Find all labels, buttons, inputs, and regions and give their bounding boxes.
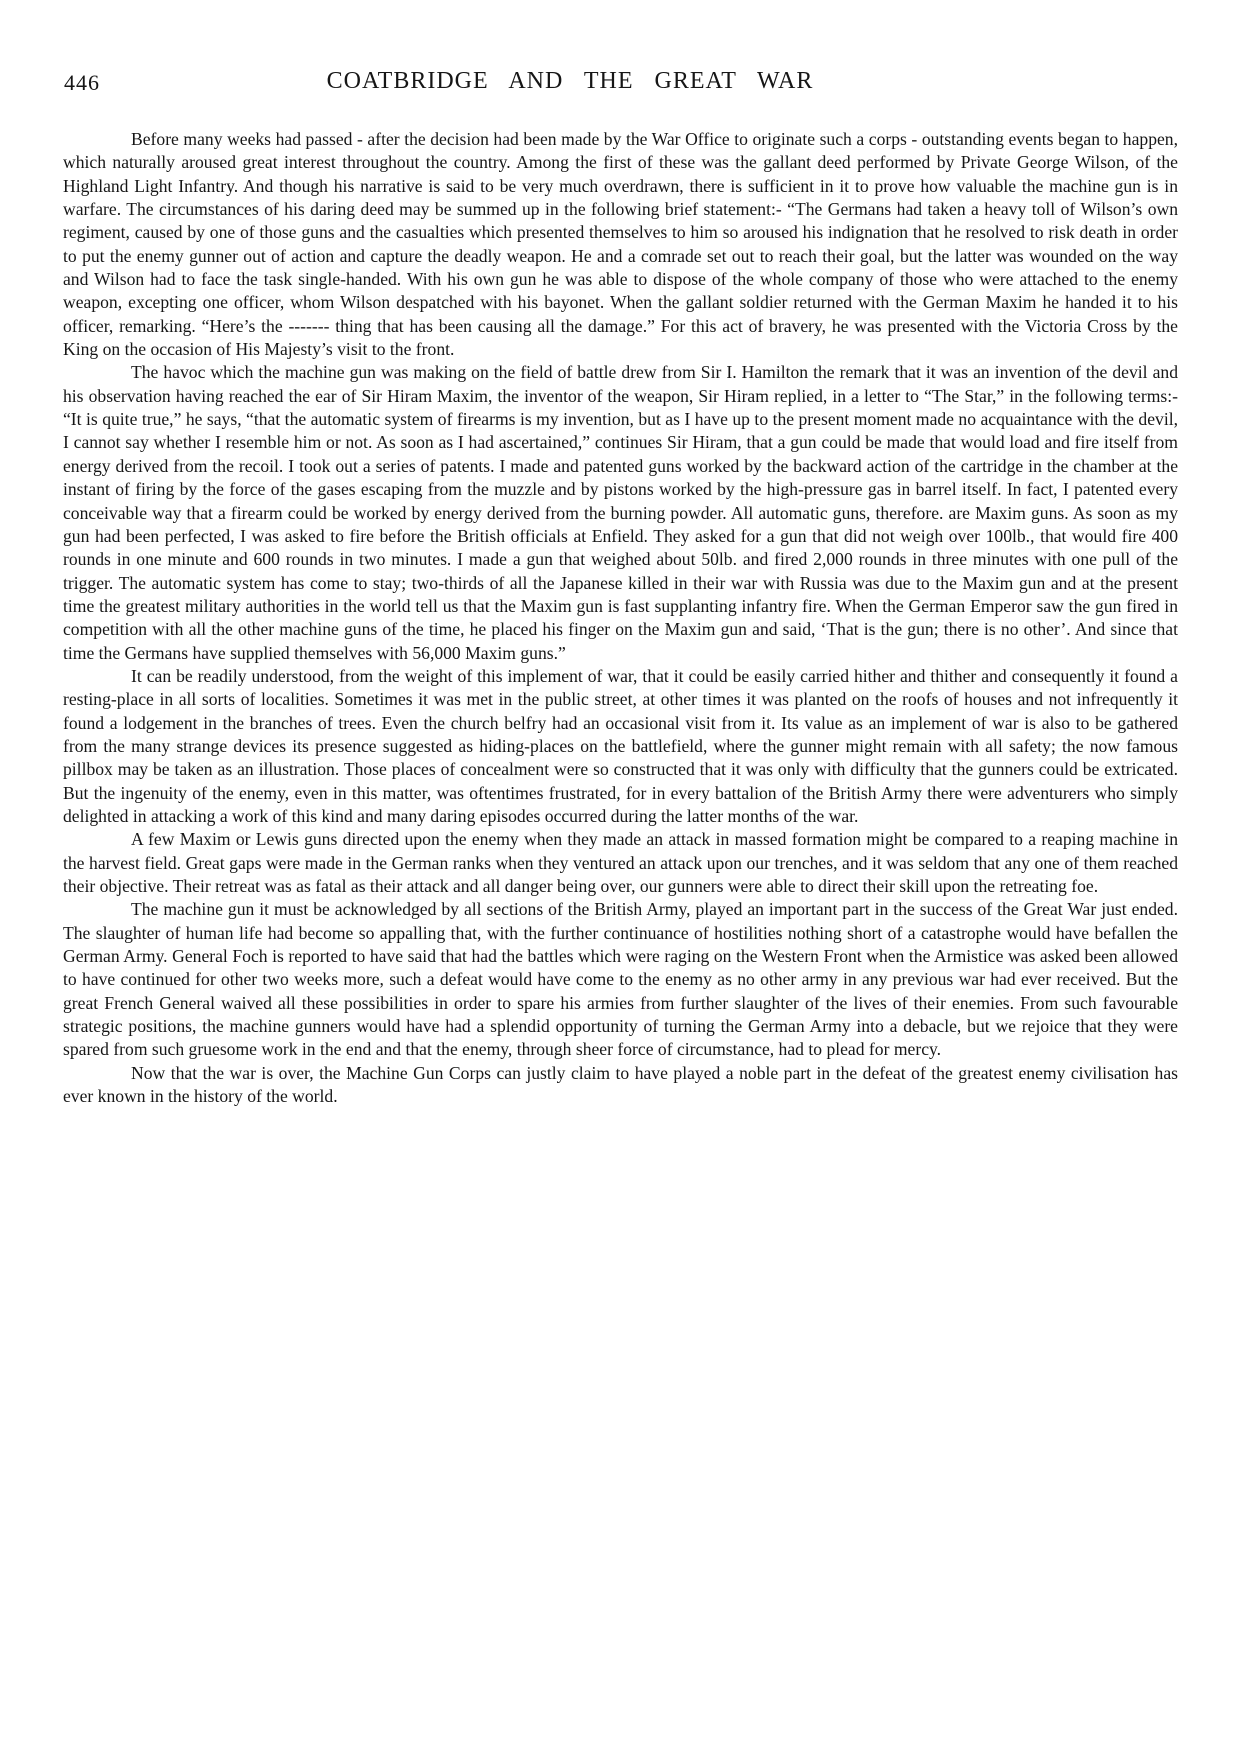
paragraph-4: A few Maxim or Lewis guns directed upon the enemy when they made an attack in massed formation might be compared to a reaping machine in the harvest field. Great gaps were made in the German ranks when they ventured an attack upon our trenches, and it was seldom that any one of them reached their objective. Their retreat was as fatal as their attack and all danger being over, our gunners were able to direct their skill upon the retreating foe. bbox=[63, 829, 1178, 896]
paragraph-3: It can be readily understood, from the weight of this implement of war, that it could be easily carried hither and thither and consequently it found a resting-place in all sorts of localities. Sometimes it was met in the public street, at other times it was planted on the roofs of houses and not infrequently it found a lodgement in the branches of trees. Even the church belfry had an occasional visit from it. Its value as an implement of war is also to be gathered from the many strange devices its presence suggested as hiding-places on the battlefield, where the gunner might remain with all safety; the now famous pillbox may be taken as an illustration. Those places of concealment were so constructed that it was only with difficulty that the gunners could be extricated. But the ingenuity of the enemy, even in this matter, was oftentimes frustrated, for in every battalion of the British Army there were adventurers who simply delighted in attacking a work of this kind and many daring episodes occurred during the latter months of the war. bbox=[63, 665, 1178, 826]
page-title: COATBRIDGE AND THE GREAT WAR bbox=[326, 68, 814, 94]
page-header bbox=[0, 0, 1240, 106]
page-number: 446 bbox=[64, 70, 100, 95]
paragraph-1: Before many weeks had passed - after the decision had been made by the War Office to originate such a corps - outstanding events began to happen, which naturally aroused great interest throughout the country. Among the first of these was the gallant deed performed by Private George Wilson, of the Highland Light Infantry. And though his narrative is said to be very much overdrawn, there is sufficient in it to prove how valuable the machine gun is in warfare. The circumstances of his daring deed may be summed up in the following brief statement:- “The Germans had taken a heavy toll of Wilson’s own regiment, caused by one of those guns and the casualties which presented themselves to him so aroused his indignation that he resolved to risk death in order to put the enemy gunner out of action and capture the deadly weapon. He and a comrade set out to reach their goal, but the latter was wounded on the way and Wilson had to face the task single-handed. With his own gun he was able to dispose of the whole company of those who were attached to the enemy weapon, excepting one officer, whom Wilson despatched with his bayonet. When the gallant soldier returned with the German Maxim he handed it to his officer, remarking. “Here’s the ------- thing that has been causing all the damage.” For this act of bravery, he was presented with the Victoria Cross by the King on the occasion of His Majesty’s visit to the front. bbox=[63, 129, 1178, 360]
paragraph-6: Now that the war is over, the Machine Gun Corps can justly claim to have played a noble part in the defeat of the greatest enemy civilisation has ever known in the history of the world. bbox=[63, 1062, 1178, 1107]
paragraph-5: The machine gun it must be acknowledged by all sections of the British Army, played an important part in the success of the Great War just ended. The slaughter of human life had become so appalling that, with the further continuance of hostilities nothing short of a catastrophe would have befallen the German Army. General Foch is reported to have said that had the battles which were raging on the Western Front when the Armistice was asked been allowed to have continued for other two weeks more, such a defeat would have come to the enemy as no other army in any previous war had ever received. But the great French General waived all these possibilities in order to spare his armies from further slaughter of the lives of their enemies. From such favourable strategic positions, the machine gunners would have had a splendid opportunity of turning the German Army into a debacle, but we rejoice that they were spared from such gruesome work in the end and that the enemy, through sheer force of circumstance, had to plead for mercy. bbox=[63, 899, 1178, 1060]
paragraph-2: The havoc which the machine gun was making on the field of battle drew from Sir I. Hamilton the remark that it was an invention of the devil and his observation having reached the ear of Sir Hiram Maxim, the inventor of the weapon, Sir Hiram replied, in a letter to “The Star,” in the following terms:- “It is quite true,” he says, “that the automatic system of firearms is my invention, but as I have up to the present moment made no acquaintance with the devil, I cannot say whether I resemble him or not. As soon as I had ascertained,” continues Sir Hiram, that a gun could be made that would load and fire itself from energy derived from the recoil. I took out a series of patents. I made and patented guns worked by the backward action of the cartridge in the chamber at the instant of firing by the force of the gases escaping from the muzzle and by pistons worked by the high-pressure gas in barrel itself. In fact, I patented every conceivable way that a firearm could be worked by energy derived from the burning powder. All automatic guns, therefore. are Maxim guns. As soon as my gun had been perfected, I was asked to fire before the British officials at Enfield. They asked for a gun that did not weigh over 100lb., that would fire 400 rounds in one minute and 600 rounds in two minutes. I made a gun that weighed about 50lb. and fired 2,000 rounds in three minutes with one pull of the trigger. The automatic system has come to stay; two-thirds of all the Japanese killed in their war with Russia was due to the Maxim gun and at the present time the greatest military authorities in the world tell us that the Maxim gun is fast supplanting infantry fire. When the German Emperor saw the gun fired in competition with all the other machine guns of the time, he placed his finger on the Maxim gun and said, ‘That is the gun; there is no other’. And since that time the Germans have supplied themselves with 56,000 Maxim guns.” bbox=[63, 362, 1178, 663]
body-text bbox=[63, 128, 1178, 1108]
